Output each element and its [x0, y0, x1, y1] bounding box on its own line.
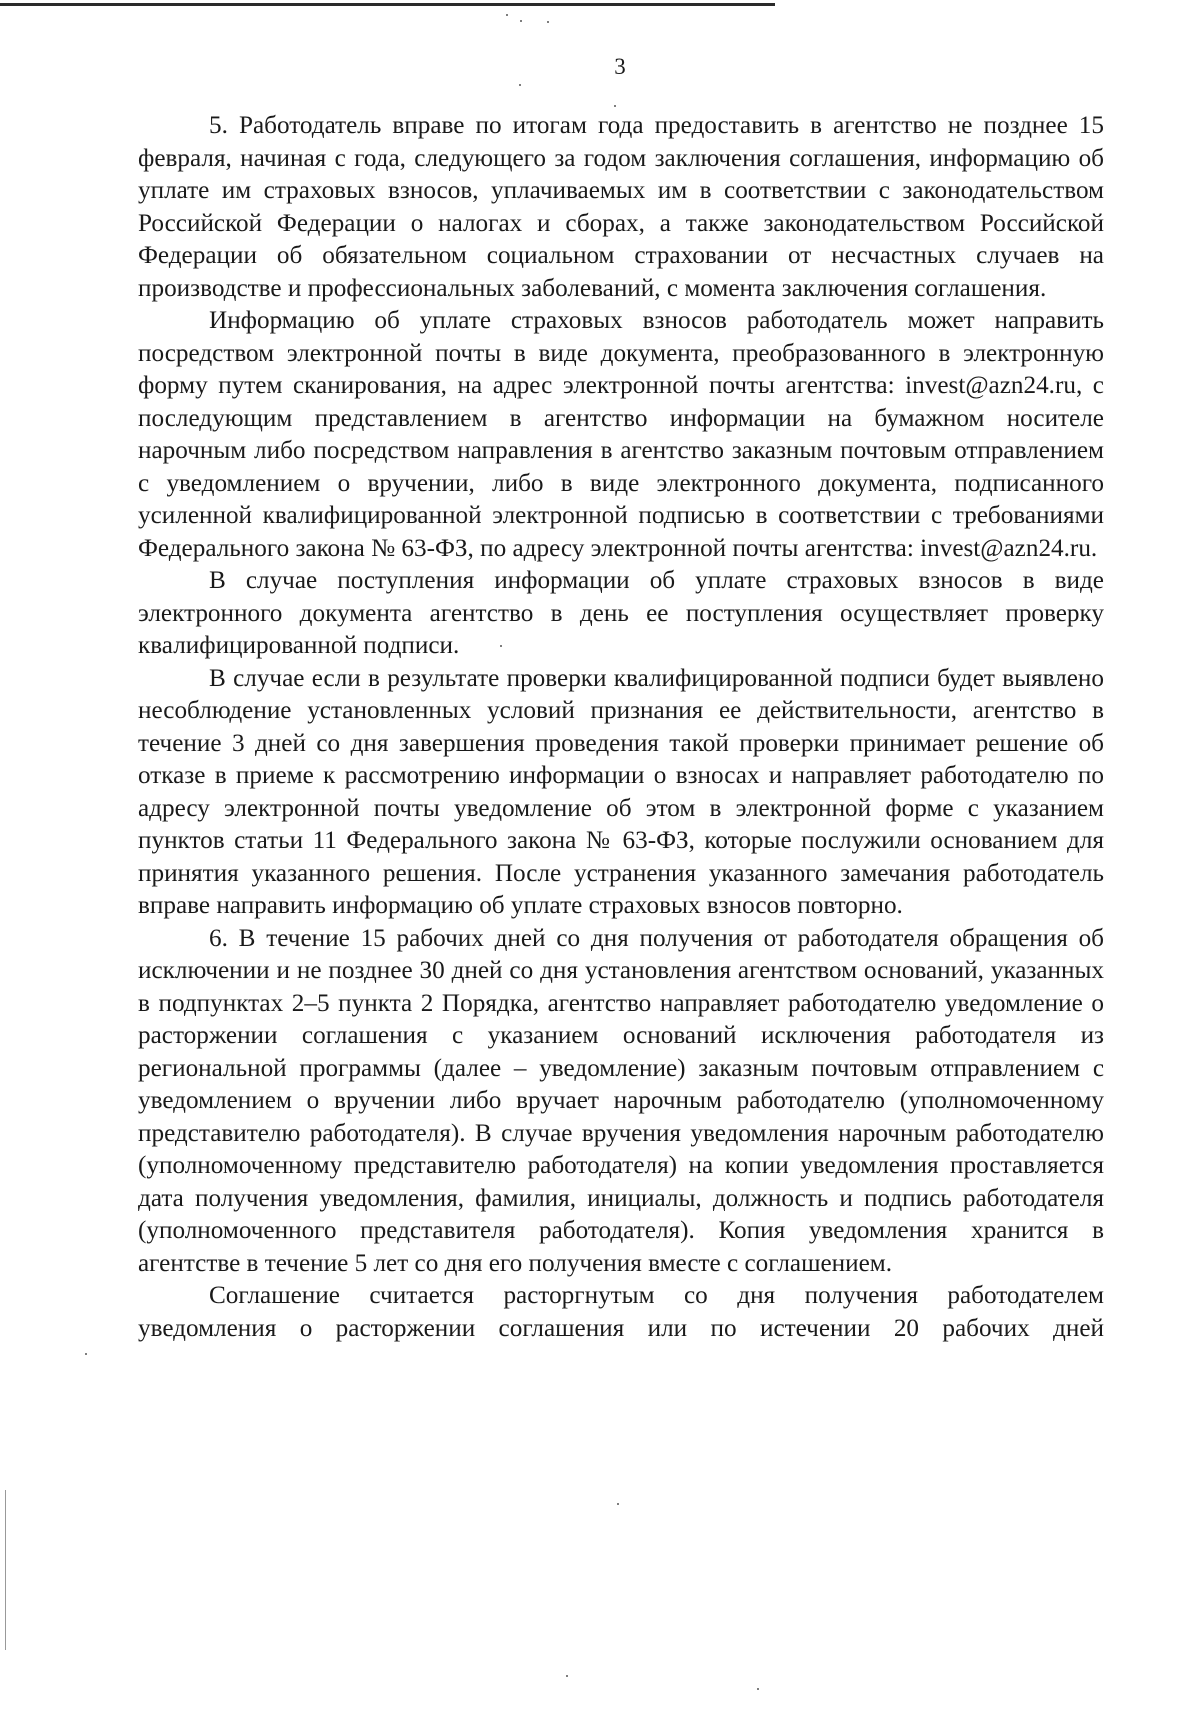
scan-margin-mark — [5, 1490, 6, 1650]
scan-speck — [519, 84, 521, 86]
paragraph-email-submission: Информацию об уплате страховых взносов работодатель может направить посредством электронной почты в виде документа, преобразованного в электронную форму путем сканирования, на адрес электронной почты агентства: invest@azn24.ru, с последующим представлением в агентство информации на бумажном носителе нарочным либо посредством направления в агентство заказным почтовым отправлением с уведомлением о вручении, либо в виде электронного документа, подписанного усиленной квалифицированной электронной подписью в соответствии с требованиями Федерального закона № 63-ФЗ, по адресу электронной почты агентства: invest@azn24.ru. — [138, 307, 1104, 562]
scan-speck — [614, 105, 616, 107]
paragraph-signature-rejection: В случае если в результате проверки квалифицированной подписи будет выявлено несоблюдение установленных условий признания ее действительности, агентство в течение 3 дней со дня завершения проведения такой проверки принимает решение об отказе в приеме к рассмотрению информации о взносах и направляет работодателю по адресу электронной почты уведомление об этом в электронной форме с указанием пунктов статьи 11 Федерального закона № 63-ФЗ, которые послужили основанием для принятия указанного решения. После устранения указанного замечания работодатель вправе направить информацию об уплате страховых взносов повторно. — [138, 664, 1104, 919]
paragraph-item-5: 5. Работодатель вправе по итогам года предоставить в агентство не позднее 15 февраля, начиная с года, следующего за годом заключения соглашения, информацию об уплате им страховых взносов, уплачиваемых им в соответствии с законодательством Российской Федерации о налогах и сборах, а также законодательством Российской Федерации об обязательном социальном страховании от несчастных случаев на производстве и профессиональных заболеваний, с момента заключения соглашения. — [138, 112, 1104, 302]
scan-speck — [757, 1688, 759, 1690]
document-body — [138, 110, 1104, 1345]
paragraph-item-6: 6. В течение 15 рабочих дней со дня получения от работодателя обращения об исключении и не позднее 30 дней со дня установления агентством оснований, указанных в подпунктах 2–5 пункта 2 Порядка, агентство направляет работодателю уведомление о расторжении соглашения с указанием оснований исключения работодателя из региональной программы (далее – уведомление) заказным почтовым отправлением с уведомлением о вручении либо вручает нарочным работодателю (уполномоченному представителю работодателя). В случае вручения уведомления нарочным работодателю (уполномоченному представителю работодателя) на копии уведомления проставляется дата получения уведомления, фамилия, инициалы, должность и подпись работодателя (уполномоченного представителя работодателя). Копия уведомления хранится в агентстве в течение 5 лет со дня его получения вместе с соглашением. — [138, 924, 1104, 1277]
scan-speck — [520, 20, 522, 22]
scan-speck — [85, 1353, 87, 1355]
scan-speck — [506, 14, 508, 16]
scan-speck — [547, 21, 549, 23]
page-number: 3 — [614, 54, 626, 79]
paragraph-signature-check: В случае поступления информации об уплате страховых взносов в виде электронного документа агентство в день ее поступления осуществляет проверку квалифицированной подписи. — [138, 567, 1104, 659]
paragraph-termination: Соглашение считается расторгнутым со дня получения работодателем уведомления о расторжении соглашения или по истечении 20 рабочих дней — [138, 1282, 1104, 1342]
scan-speck — [500, 645, 502, 647]
scan-top-edge-line — [0, 3, 775, 6]
scan-speck — [566, 1675, 568, 1677]
scan-speck — [617, 1503, 619, 1505]
